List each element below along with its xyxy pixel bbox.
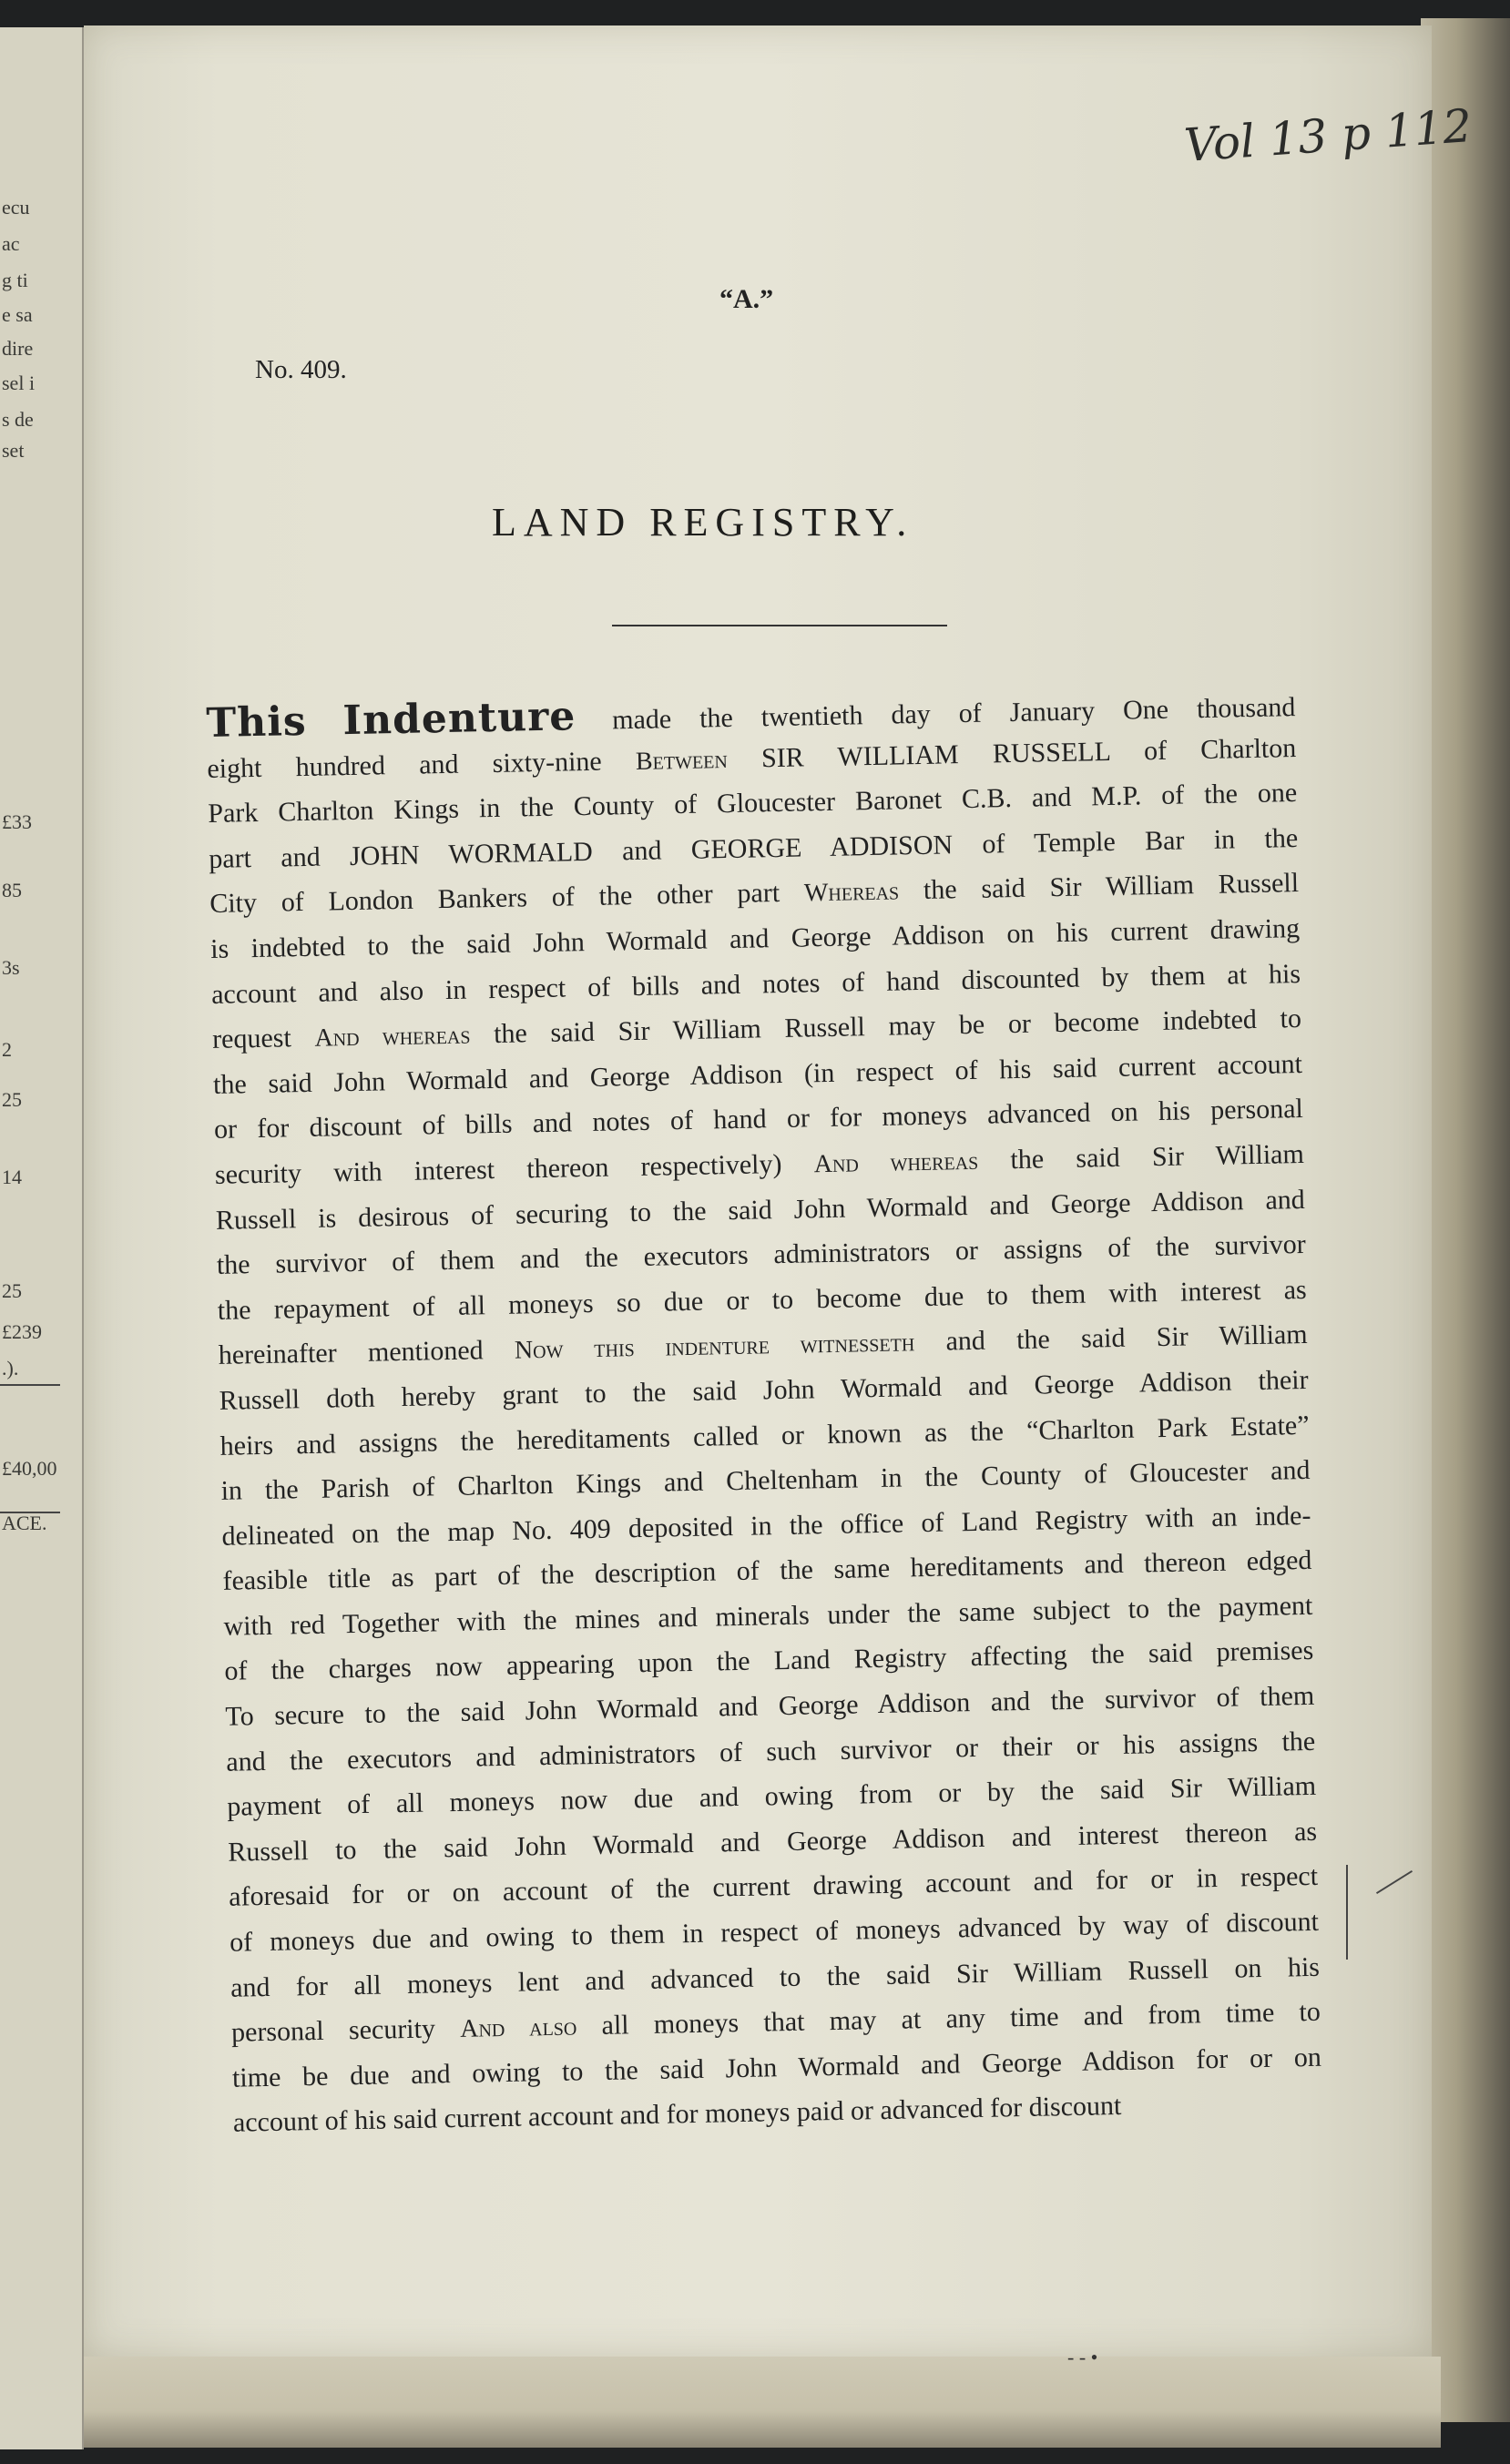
margin-mark [1346, 1865, 1348, 1960]
title-divider [612, 625, 947, 626]
text-run: feasible title as part of the description of the same hereditaments and thereon edged [222, 1545, 1312, 1597]
left-page-fragment: .). [2, 1357, 19, 1380]
small-caps-keyword: And whereas [813, 1146, 979, 1179]
book-right-edge [1421, 18, 1510, 2422]
text-run: and the said Sir William [913, 1319, 1308, 1358]
text-run: hereinafter mentioned [218, 1334, 515, 1371]
text-run: and the executors and administrators of such survivor or their or his assigns the [226, 1726, 1316, 1777]
text-run: with red Together with the mines and minerals under the same subject to the payment [223, 1590, 1313, 1642]
book-bottom-edge [84, 2357, 1441, 2448]
text-run: To secure to the said John Wormald and George Addison and the survivor of them [225, 1680, 1315, 1732]
left-page-fragment: ac [2, 232, 20, 255]
left-page-fragment: £33 [2, 810, 32, 833]
left-page-rule [0, 1512, 60, 1513]
text-run: request [211, 1022, 315, 1055]
text-run: payment of all moneys now due and owing from or by the said Sir William [227, 1771, 1317, 1823]
left-page-fragment: s de [2, 408, 34, 431]
left-page-fragment: sel i [2, 372, 36, 394]
left-page-fragment: g ti [2, 269, 28, 291]
text-run: the said John Wormald and George Addison (in respect of his said current account [212, 1048, 1303, 1100]
left-page-fragment: dire [2, 337, 34, 360]
left-page-fragment: ecu [2, 196, 30, 219]
left-page-fragment: 14 [2, 1166, 22, 1188]
text-run: is indebted to the said John Wormald and George Addison on his current drawing [209, 912, 1301, 964]
left-page-fragment: set [2, 439, 25, 462]
text-run: security with interest thereon respectively) [214, 1148, 815, 1190]
left-page-fragment: 25 [2, 1279, 22, 1302]
text-run: or for discount of bills and notes of hand or for moneys advanced on his personal [213, 1094, 1304, 1145]
text-run: the repayment of all moneys so due or to become due to them with interest as [217, 1274, 1307, 1326]
text-run: eight hundred and sixty-nine [207, 745, 637, 784]
left-page-fragment: 3s [2, 956, 20, 979]
text-run: the said Sir William Russell may be or become indebted to [470, 1003, 1302, 1050]
footer-mark: - - • [1067, 2346, 1098, 2368]
text-run: account of his said current account and for moneys paid or advanced for discount [232, 2091, 1122, 2139]
text-run: time be due and owing to the said John Wormald and George Addison for or on [231, 2041, 1322, 2093]
small-caps-keyword: And also [459, 2012, 577, 2044]
left-page-rule [0, 1384, 60, 1386]
text-run: Russell to the said John Wormald and George Addison and interest thereon as [227, 1816, 1318, 1868]
text-run: account and also in respect of bills and notes of hand discounted by them at his [210, 958, 1301, 1010]
indenture-opening: This Indenture [205, 692, 613, 747]
left-page-fragment: £239 [2, 1320, 42, 1343]
text-run: the said Sir William Russell [898, 868, 1300, 906]
text-run: Russell doth hereby grant to the said John Wormald and George Addison their [219, 1364, 1309, 1416]
indenture-text [206, 680, 1322, 2146]
text-run: the said Sir William [977, 1138, 1305, 1176]
text-run: in the Parish of Charlton Kings and Cheltenham in the County of Gloucester and [220, 1454, 1311, 1506]
left-page-fragment: 85 [2, 879, 22, 901]
text-run: all moneys that may at any time and from time to [576, 1996, 1321, 2041]
previous-page-edge [0, 27, 84, 2449]
text-run: delineated on the map No. 409 deposited in the office of Land Registry with an inde- [221, 1500, 1311, 1552]
left-page-fragment: £40,00 [2, 1457, 57, 1480]
text-run: aforesaid for or on account of the current drawing account and for or in respect [228, 1861, 1319, 1913]
small-caps-keyword: Now this indenture witnesseth [514, 1329, 915, 1365]
left-page-fragment: ACE. [2, 1512, 47, 1534]
text-run: SIR WILLIAM RUSSELL of Charlton [727, 732, 1297, 774]
text-run: and for all moneys lent and advanced to the said Sir William Russell on his [230, 1951, 1321, 2003]
handwritten-volume-reference: Vol 13 p 112 [1182, 99, 1474, 172]
text-run: part and JOHN WORMALD and GEORGE ADDISON of Temple Bar in the [209, 822, 1299, 874]
text-run: personal security [230, 2013, 461, 2048]
text-run: City of London Bankers of the other part [209, 877, 805, 920]
text-run: of moneys due and owing to them in respect of moneys advanced by way of discount [229, 1906, 1320, 1958]
small-caps-keyword: Whereas [803, 877, 900, 908]
left-page-fragment: e sa [2, 303, 33, 326]
text-run: heirs and assigns the hereditaments called or known as the “Charlton Park Estate” [219, 1410, 1310, 1461]
text-run: the survivor of them and the executors administrators or assigns of the survivor [216, 1229, 1306, 1281]
text-run: made the twentieth day of January One thousand [611, 692, 1296, 736]
document-number: No. 409. [255, 355, 347, 384]
text-run: Park Charlton Kings in the County of Gloucester Baronet C.B. and M.P. of the one [208, 778, 1298, 830]
small-caps-keyword: And whereas [314, 1021, 471, 1053]
left-page-fragment: 2 [2, 1038, 12, 1061]
small-caps-keyword: Between [635, 745, 729, 776]
page-title: LAND REGISTRY. [492, 500, 914, 545]
left-page-fragment: 25 [2, 1088, 22, 1111]
text-run: of the charges now appearing upon the Land Registry affecting the said premises [224, 1635, 1314, 1687]
text-run: Russell is desirous of securing to the said John Wormald and George Addison and [215, 1184, 1306, 1236]
section-label: “A.” [719, 284, 774, 314]
